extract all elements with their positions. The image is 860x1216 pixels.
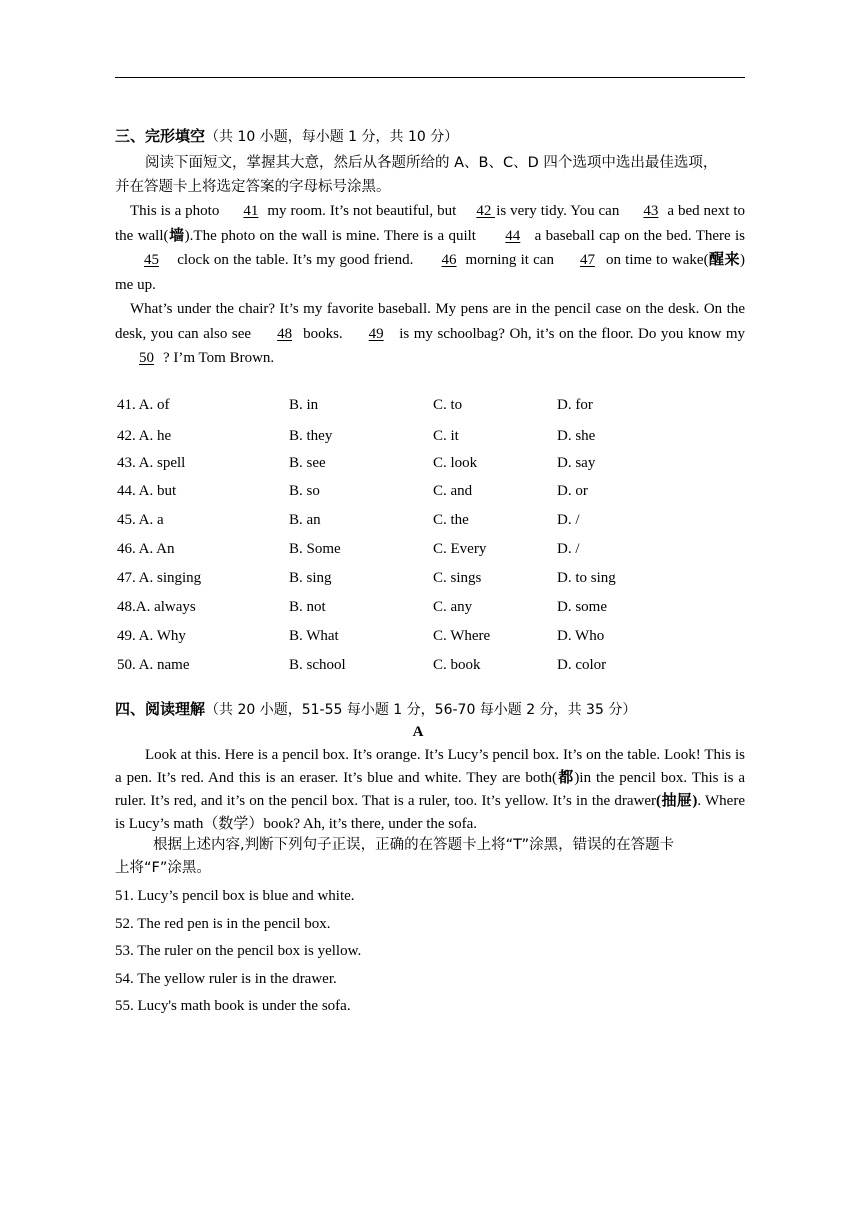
option-row: 41. A. of B. in C. to D. for	[117, 397, 593, 413]
section4-instruction-line2: 上将“F”涂黑。	[115, 860, 211, 876]
blank-44: 44	[505, 227, 521, 244]
section3-heading: 三、完形填空	[115, 127, 206, 145]
statement-item: 52. The red pen is in the pencil box.	[115, 915, 331, 932]
option-row: 47. A. singing B. sing C. sings D. to sing	[117, 570, 616, 586]
header-rule	[115, 77, 745, 78]
section3-note: （共 10 小题，每小题 1 分，共 10 分）	[205, 129, 459, 145]
statement-item: 53. The ruler on the pencil box is yellow.	[115, 943, 362, 959]
section4-instruction	[115, 834, 745, 880]
blank-49: 49	[368, 325, 384, 342]
section4-title	[115, 699, 636, 720]
section4-instruction-line1: 根据上述内容,判断下列句子正误，正确的在答题卡上将“T”涂黑，错误的在答题卡	[153, 837, 675, 853]
section3-instruction-line1: 阅读下面短文，掌握其大意，然后从各题所给的 A、B、C、D 四个选项中选出最佳选项，	[145, 155, 718, 171]
blank-42: 42	[476, 203, 496, 219]
option-row: 43. A. spell B. see C. look D. say	[117, 455, 596, 471]
blank-45: 45	[144, 252, 159, 268]
cloze-paragraph-2: What’s under the chair? It’s my favorite baseball. My pens are in the pencil case on the desk. On the desk, you can also see 48 books. 49 is my schoolbag? Oh, it’s on the floor. Do you know my50 ? I’m Tom Brown.	[115, 297, 745, 371]
blank-43: 43	[643, 203, 659, 219]
statement-item: 51. Lucy’s pencil box is blue and white.	[115, 888, 355, 904]
options-table	[117, 393, 737, 682]
statements-list	[115, 884, 361, 1022]
option-row: 49. A. Why B. What C. Where D. Who	[117, 628, 605, 644]
option-row: 48.A. always B. not C. any D. some	[117, 599, 607, 615]
passage-label: A	[412, 724, 424, 740]
option-row: 46. A. An B. Some C. Every D. /	[117, 541, 580, 557]
section4-note: （共 20 小题，51-55 每小题 1 分，56-70 每小题 2 分，共 35 分）	[205, 702, 637, 718]
blank-47: 47	[579, 252, 595, 268]
section4-heading: 四、阅读理解	[115, 700, 206, 718]
option-row: 42. A. he B. they C. it D. she	[117, 428, 596, 444]
section3-title	[115, 126, 458, 147]
option-row: 45. A. a B. an C. the D. /	[117, 512, 580, 528]
cloze-paragraph-1: This is a photo 41 my room. It’s not beautiful, but 42 is very tidy. You can 43 a bed next to the wall(墙).The photo on the wall is mine. There is a quilt 44 a baseball cap on the bed. There is45 clock on the table. It’s my good friend. 46 morning it can 47 on time to wake(醒来) me up.	[115, 199, 745, 297]
blank-41: 41	[243, 203, 259, 219]
reading-passage: Look at this. Here is a pencil box. It’s orange. It’s Lucy’s pencil box. It’s on the table. Look! This is a pen. It’s red. And this is an eraser. It’s blue and white. They are both(都)in the pencil box. This is a ruler. It’s red, and it’s on the pencil box. That is a ruler, too. It’s yellow. It’s in the drawer(抽屉). Where is Lucy’s math（数学）book? Ah, it’s there, under the sofa.	[115, 747, 745, 832]
section3-instruction	[115, 151, 745, 199]
blank-48: 48	[277, 325, 293, 342]
option-row: 50. A. name B. school C. book D. color	[117, 657, 607, 673]
blank-46: 46	[441, 252, 457, 268]
statement-item: 54. The yellow ruler is in the drawer.	[115, 970, 337, 987]
option-row: 44. A. but B. so C. and D. or	[117, 483, 588, 499]
blank-50: 50	[139, 350, 154, 366]
statement-item: 55. Lucy's math book is under the sofa.	[115, 998, 351, 1014]
section3-instruction-line2: 并在答题卡上将选定答案的字母标号涂黑。	[115, 179, 391, 195]
